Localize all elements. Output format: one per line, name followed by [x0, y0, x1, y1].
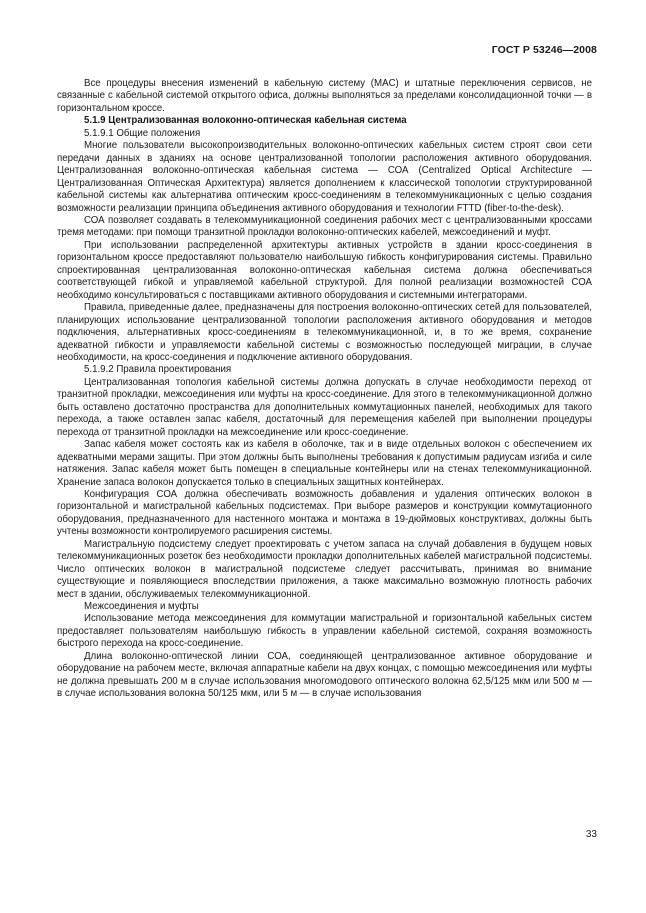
paragraph-distributed-architecture: При использовании распределенной архитектуры активных устройств в здании кросс-соединения в горизонтальном кроссе предоставляют пользователю наибольшую гибкость конфигурирования системы. Правильно спроектированная централизованная волоконно-оптическая кабельная система должна обеспечиваться соответствующей гибкой и управляемой кабельной структурой. Для полной реализации возможностей СОА необходимо консультироваться с поставщиками активного оборудования и системными интеграторами.	[57, 239, 592, 301]
subsection-heading-5-1-9-1: 5.1.9.1 Общие положения	[84, 127, 201, 139]
page-number: 33	[585, 829, 597, 840]
paragraph-mac-procedures: Все процедуры внесения изменений в кабельную систему (MAC) и штатные переключения сервисов, не связанные с кабельной системой открытого офиса, должны выполняться за пределами консолидационной точки — в горизонтальном кроссе.	[57, 78, 592, 114]
body-text	[57, 78, 592, 701]
paragraph-coa-methods: СОА позволяет создавать в телекоммуникационной соединения рабочих мест с централизованными кроссами тремя методами: при помощи транзитной прокладки волоконно-оптических кабелей, межсоединений и муфт.	[57, 214, 592, 239]
paragraph-coa-intro: Многие пользователи высокопроизводительных волоконно-оптических кабельных систем строят свои сети передачи данных в зданиях на основе централизованной топологии расположения активного оборудования. Централизованная волоконно-оптическая кабельная система — СОА (Centralized Optical Architecture — Централизованная Оптическая Архитектура) является дополнением к классической топологии структурированной кабельной системы как альтернатива оптическим кросс-соединениям в телекоммуникационных с целью создания возможности реализации принципа объединения активного оборудования и технологии FTTD (fiber-to-the-desk).	[57, 140, 592, 214]
paragraph-cable-reserve: Запас кабеля может состоять как из кабеля в оболочке, так и в виде отдельных волокон с обеспечением их адекватными мерами защиты. При этом должны быть выполнены требования к допустимым радиусам изгиба и силе натяжения. Запас кабеля может быть помещен в специальные контейнеры или на стенах телекоммуникационной. Хранение запаса волокон допускается только в специальных защитных контейнерах.	[57, 439, 592, 488]
standard-header: ГОСТ Р 53246—2008	[491, 44, 597, 56]
paragraph-transition: Централизованная топология кабельной системы должна допускать в случае необходимости переход от транзитной прокладки, межсоединения или муфты на кросс-соединение. Для этого в телекоммуникационной должно быть оставлено достаточно пространства для дополнительных коммутационных панелей, необходимых для такого перехода, а также оставлен запас кабеля, достаточный для перемещения кабелей при выполнении процедуры перехода от транзитной прокладки на межсоединение или кросс-соединение.	[57, 376, 592, 438]
paragraph-rules-purpose: Правила, приведенные далее, предназначены для построения волоконно-оптических сетей для пользователей, планирующих использование централизованной топологии расположения активного оборудования и методов подключения, альтернативных кросс-соединениям в телекоммуникационной, и, в то же время, сохранение адекватной гибкости и управляемости кабельной системы с возможностью последующей миграции, в случае необходимости, на кросс-соединения и подключение активного оборудования.	[57, 302, 592, 363]
paragraph-backbone-subsystem: Магистральную подсистему следует проектировать с учетом запаса на случай добавления в будущем новых телекоммуникационных розеток без необходимости прокладки дополнительных кабелей магистральной подсистемы. Число оптических волокон в магистральной подсистеме следует рассчитывать, принимая во внимание существующие и появляющиеся впоследствии приложения, а также максимально возможную плотность рабочих мест в здании, обслуживаемых телекоммуникационной.	[57, 538, 592, 600]
subsection-heading-5-1-9-2: 5.1.9.2 Правила проектирования	[84, 364, 232, 376]
section-heading-5-1-9: 5.1.9 Централизованная волоконно-оптическая кабельная система	[84, 115, 407, 127]
paragraph-coa-configuration: Конфигурация СОА должна обеспечивать возможность добавления и удаления оптических волокон в горизонтальной и магистральной кабельных подсистемах. При выборе размеров и конструкции коммутационного оборудования, предназначенного для настенного монтажа и монтажа в 19-дюймовых конструктивах, должны быть учтены возможности контролируемого расширения системы.	[57, 488, 592, 538]
paragraph-interconnection-use: Использование метода межсоединения для коммутации магистральной и горизонтальной кабельных систем предоставляет пользователям наибольшую гибкость в управлении кабельной системой, сохраняя возможность быстрого перехода на кросс-соединение.	[57, 613, 592, 650]
paragraph-link-length: Длина волоконно-оптической линии СОА, соединяющей централизованное активное оборудование и оборудование на рабочем месте, включая аппаратные кабели на двух концах, с помощью межсоединения или муфты не должна превышать 200 м в случае использования многомодового оптического волокна 62,5/125 мкм или 500 м — в случае использования волокна 50/125 мкм, или 5 м — в случае использования	[57, 650, 592, 700]
subheading-interconnections: Межсоединения и муфты	[84, 601, 199, 613]
